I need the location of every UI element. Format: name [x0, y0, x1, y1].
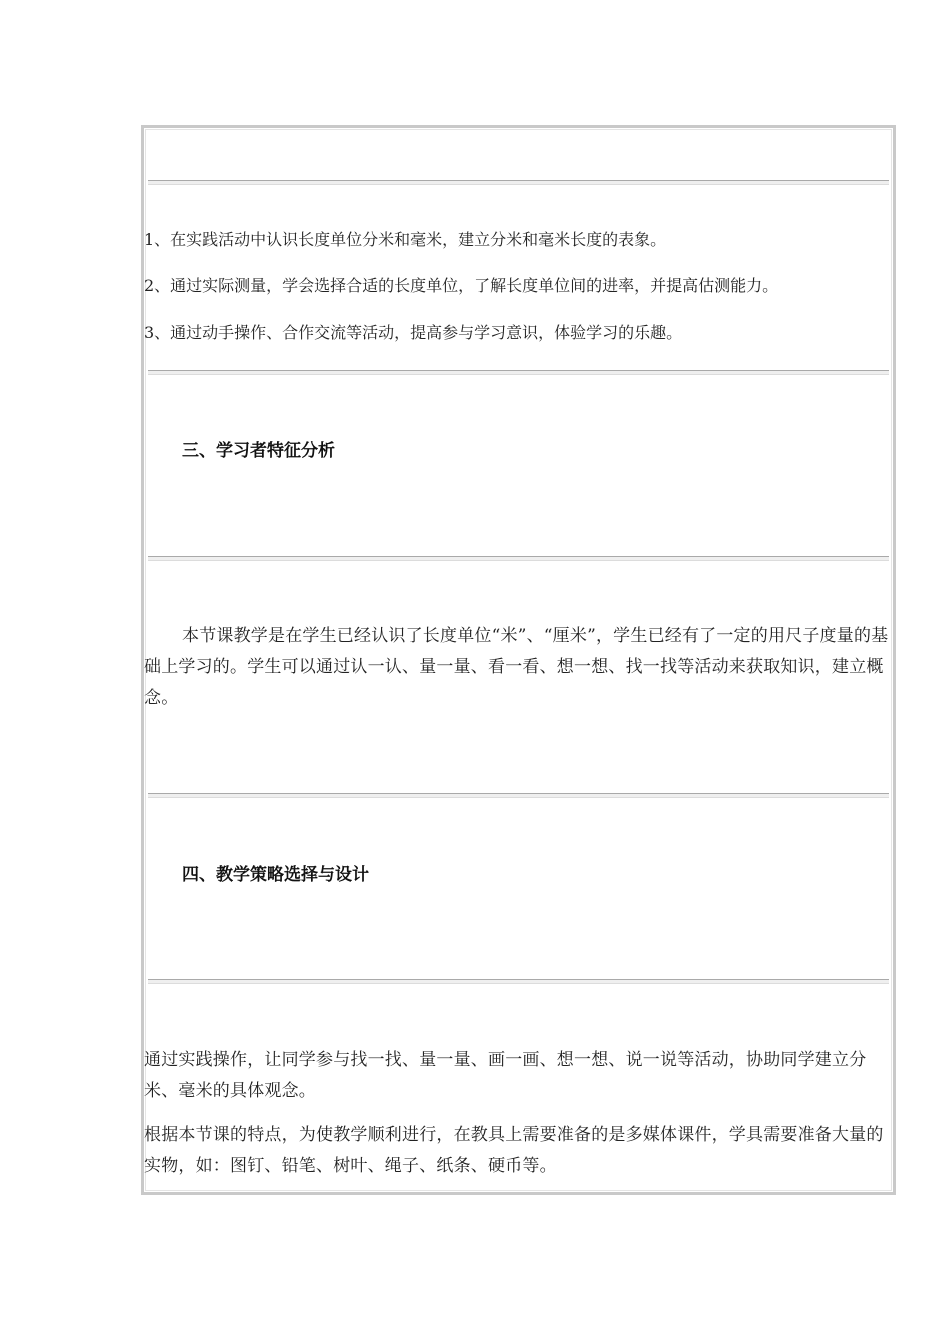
row-divider [148, 556, 889, 561]
objective-2: 2、通过实际测量，学会选择合适的长度单位，了解长度单位间的进率，并提高估测能力。 [144, 276, 779, 295]
section-heading-teaching-strategy: 四、教学策略选择与设计 [182, 865, 369, 885]
objective-3: 3、通过动手操作、合作交流等活动，提高参与学习意识，体验学习的乐趣。 [144, 323, 683, 342]
row-divider [148, 793, 889, 798]
strategy-paragraph-1: 通过实践操作，让同学参与找一找、量一量、画一画、想一想、说一说等活动，协助同学建立分米、毫米的具体观念。 [144, 1050, 867, 1101]
row-divider [148, 370, 889, 375]
row-divider [148, 979, 889, 984]
strategy-paragraph-2: 根据本节课的特点，为使教学顺利进行，在教具上需要准备的是多媒体课件，学具需要准备大量的实物，如：图钉、铅笔、树叶、绳子、纸条、硬币等。 [144, 1125, 884, 1176]
learner-analysis-paragraph: 本节课教学是在学生已经认识了长度单位“米”、“厘米”，学生已经有了一定的用尺子度量的基础上学习的。学生可以通过认一认、量一量、看一看、想一想、找一找等活动来获取知识，建立概念。 [144, 626, 889, 708]
row-divider [148, 180, 889, 185]
section-heading-learner-analysis: 三、学习者特征分析 [182, 441, 335, 461]
objective-1: 1、在实践活动中认识长度单位分米和毫米，建立分米和毫米长度的表象。 [144, 230, 667, 249]
